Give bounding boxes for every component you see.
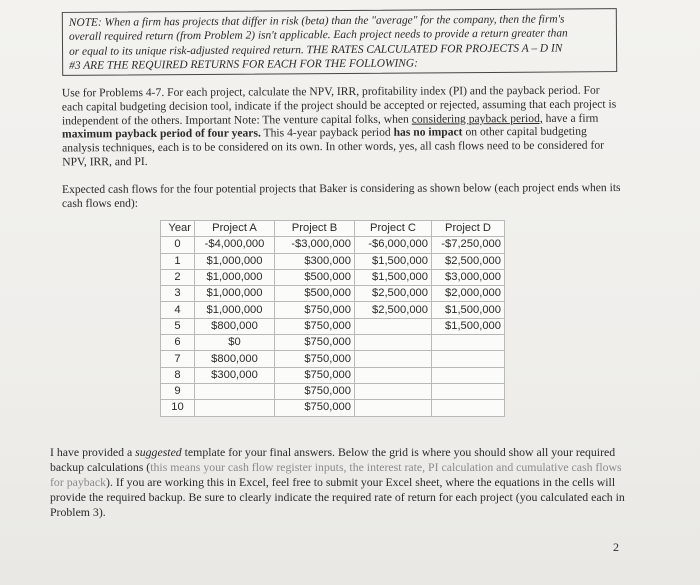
cash-flow-cell: $750,000: [275, 383, 355, 399]
cash-flow-cell: $2,500,000: [355, 286, 432, 302]
cash-flow-cell: $1,000,000: [195, 269, 275, 285]
cash-flow-cell: $1,500,000: [355, 269, 432, 285]
table-row: [161, 351, 505, 367]
header-cell: Project A: [195, 221, 275, 237]
cash-flow-cell: [432, 400, 505, 416]
cash-flow-cell: $2,000,000: [432, 286, 505, 302]
cash-flow-cell: $750,000: [275, 302, 355, 318]
cash-flow-cell: $500,000: [275, 269, 355, 285]
cash-flow-cell: $750,000: [275, 400, 355, 416]
cash-flow-cell: [195, 400, 275, 416]
year-cell: 5: [161, 318, 195, 334]
header-cell: Project D: [432, 221, 505, 237]
table-row: [161, 253, 505, 269]
table-row: [161, 237, 505, 253]
instructions-bold-text: has no impact: [393, 125, 463, 140]
cash-flow-cell: $300,000: [275, 253, 355, 269]
header-cell: Project B: [275, 221, 355, 237]
table-row: [161, 302, 505, 318]
table-row: [161, 335, 505, 351]
table-row: [161, 318, 505, 334]
cash-flow-cell: $750,000: [275, 335, 355, 351]
note-box: [62, 8, 617, 76]
instructions-text: This 4-year payback period: [260, 126, 394, 140]
cash-flow-cell: [355, 383, 432, 399]
instructions-text: Use for Problems 4-7. For each project, calculate the NPV, IRR, profitability index (PI) and the payback period. For each capital budgeting decision tool, indicate if the project should be accepted or rejected, assuming that each project is independent of the others. Important Note: The venture capital folks, when: [61, 83, 617, 128]
cash-flow-cell: [355, 318, 432, 334]
closing-paragraph: [50, 445, 625, 520]
page-number: 2: [613, 540, 619, 554]
cash-flow-cell: $1,500,000: [432, 318, 505, 334]
year-cell: 1: [161, 253, 195, 269]
cash-flow-cell: -$3,000,000: [275, 237, 355, 253]
header-cell: Year: [161, 221, 195, 237]
note-line: or equal to its unique risk-adjusted required return. THE RATES CALCULATED FOR PROJECTS A – D IN: [69, 42, 563, 58]
year-cell: 4: [161, 302, 195, 318]
table-row: [161, 367, 505, 383]
cash-flow-table: [160, 220, 505, 417]
instructions-text: on other capital budgeting analysis techniques, each is to be considered on its own. In other words, yes, all cash flows need to be considered for NPV, IRR, and PI.: [62, 125, 605, 169]
closing-text: I have provided a: [50, 445, 136, 459]
year-cell: 10: [161, 400, 195, 416]
cash-flow-cell: $1,500,000: [432, 302, 505, 318]
cash-flow-cell: [432, 367, 505, 383]
table-row: [161, 286, 505, 302]
header-cell: Project C: [355, 221, 432, 237]
cash-flow-cell: -$4,000,000: [195, 237, 275, 253]
table-row: [161, 383, 505, 399]
cash-flow-cell: $750,000: [275, 318, 355, 334]
note-line: #3 ARE THE REQUIRED RETURNS FOR EACH FOR THE FOLLOWING:: [69, 57, 418, 73]
cash-flow-cell: $800,000: [195, 351, 275, 367]
cash-flow-cell: $500,000: [275, 286, 355, 302]
instructions-underlined-text: considering payback period,: [411, 111, 543, 126]
note-line: NOTE: When a firm has projects that differ in risk (beta) than the "average" for the company, then the firm's: [68, 13, 565, 29]
cash-flow-cell: $750,000: [275, 367, 355, 383]
cash-flow-cell: $300,000: [195, 367, 275, 383]
cash-flow-cell: [432, 383, 505, 399]
expected-cash-flows-paragraph: Expected cash flows for the four potential projects that Baker is considering as shown below (each project ends when its cash flows end):: [61, 181, 621, 210]
closing-text: ). If you are working this in Excel, feel free to submit your Excel sheet, where the equations in the cells will provide the required backup. Be sure to clearly indicate the required rate of return for each project (you calculated each in Problem 3).: [50, 475, 625, 519]
cash-flow-cell: $0: [195, 335, 275, 351]
year-cell: 7: [161, 351, 195, 367]
cash-flow-cell: $800,000: [195, 318, 275, 334]
cash-flow-cell: -$7,250,000: [432, 237, 505, 253]
table-row: [161, 269, 505, 285]
closing-text: template for your final answers. Below the grid is where you should show all your required backup calculations (: [50, 445, 616, 474]
table-header-row: [161, 221, 505, 237]
cash-flow-cell: [355, 400, 432, 416]
cash-flow-cell: [355, 367, 432, 383]
cash-flow-cell: [432, 351, 505, 367]
instructions-paragraph: [62, 84, 622, 170]
cash-flow-cell: $1,000,000: [195, 286, 275, 302]
year-cell: 6: [161, 335, 195, 351]
cash-flow-cell: $1,500,000: [355, 253, 432, 269]
cash-flow-cell: -$6,000,000: [355, 237, 432, 253]
cash-flow-cell: $750,000: [275, 351, 355, 367]
cash-flow-cell: $1,000,000: [195, 302, 275, 318]
table-row: [161, 400, 505, 416]
year-cell: 9: [161, 383, 195, 399]
cash-flow-cell: $3,000,000: [432, 269, 505, 285]
cash-flow-cell: $2,500,000: [432, 253, 505, 269]
year-cell: 2: [161, 269, 195, 285]
cash-flow-cell: [355, 351, 432, 367]
instructions-text: have a firm: [542, 111, 599, 125]
year-cell: 8: [161, 367, 195, 383]
year-cell: 0: [161, 237, 195, 253]
closing-faded-text: this means your cash flow register inputs, the interest rate, PI calculation and cumulative cash flows for payback: [50, 460, 622, 489]
cash-flow-cell: $1,000,000: [195, 253, 275, 269]
year-cell: 3: [161, 286, 195, 302]
note-line: overall required return (from Problem 2) isn't applicable. Each project needs to provide a return greater than: [68, 27, 568, 44]
instructions-bold-text: maximum payback period of four years.: [62, 126, 261, 141]
cash-flow-cell: [432, 335, 505, 351]
closing-italic-text: suggested: [135, 445, 182, 459]
cash-flow-cell: $2,500,000: [355, 302, 432, 318]
cash-flow-cell: [195, 383, 275, 399]
cash-flow-cell: [355, 335, 432, 351]
